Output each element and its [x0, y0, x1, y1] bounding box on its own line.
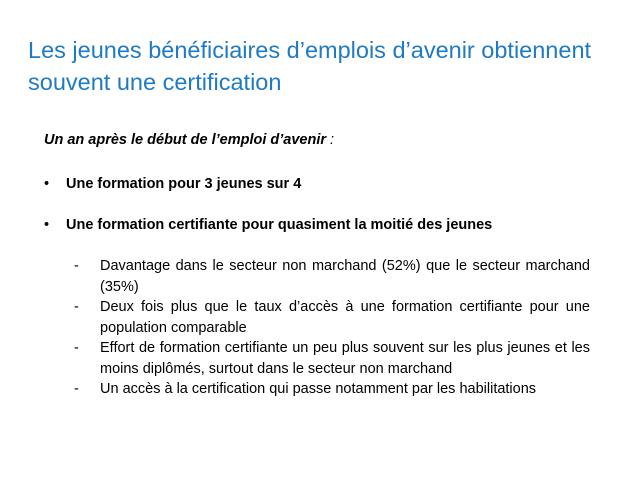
sub-item-text: Deux fois plus que le taux d’accès à une formation certifiante pour une population comparable	[100, 299, 590, 336]
bullet-icon: •	[44, 176, 50, 192]
sub-list	[74, 256, 590, 400]
sub-item-2	[74, 297, 590, 338]
dash-icon: -	[74, 340, 79, 356]
bullet-item-2	[44, 215, 492, 235]
sub-item-text: Davantage dans le secteur non marchand (52%) que le secteur marchand (35%)	[100, 258, 590, 295]
dash-icon: -	[74, 258, 79, 274]
intro-text: Un an après le début de l’emploi d’avenir	[44, 132, 327, 148]
sub-item-1	[74, 256, 590, 297]
sub-item-text: Effort de formation certifiante un peu plus souvent sur les plus jeunes et les moins diplômés, surtout dans le secteur non marchand	[100, 340, 590, 377]
intro-colon: :	[326, 132, 335, 148]
sub-item-text: Un accès à la certification qui passe notamment par les habilitations	[100, 381, 537, 397]
dash-icon: -	[74, 299, 79, 315]
bullet-text: Une formation pour 3 jeunes sur 4	[66, 176, 302, 192]
bullet-item-1	[44, 174, 301, 194]
bullet-text: Une formation certifiante pour quasiment la moitié des jeunes	[66, 217, 493, 233]
slide-title: Les jeunes bénéficiaires d’emplois d’avenir obtiennent souvent une certification	[28, 37, 592, 95]
sub-item-3	[74, 338, 590, 379]
dash-icon: -	[74, 381, 79, 397]
sub-item-4	[74, 379, 590, 400]
intro-line	[44, 130, 334, 150]
bullet-icon: •	[44, 217, 50, 233]
